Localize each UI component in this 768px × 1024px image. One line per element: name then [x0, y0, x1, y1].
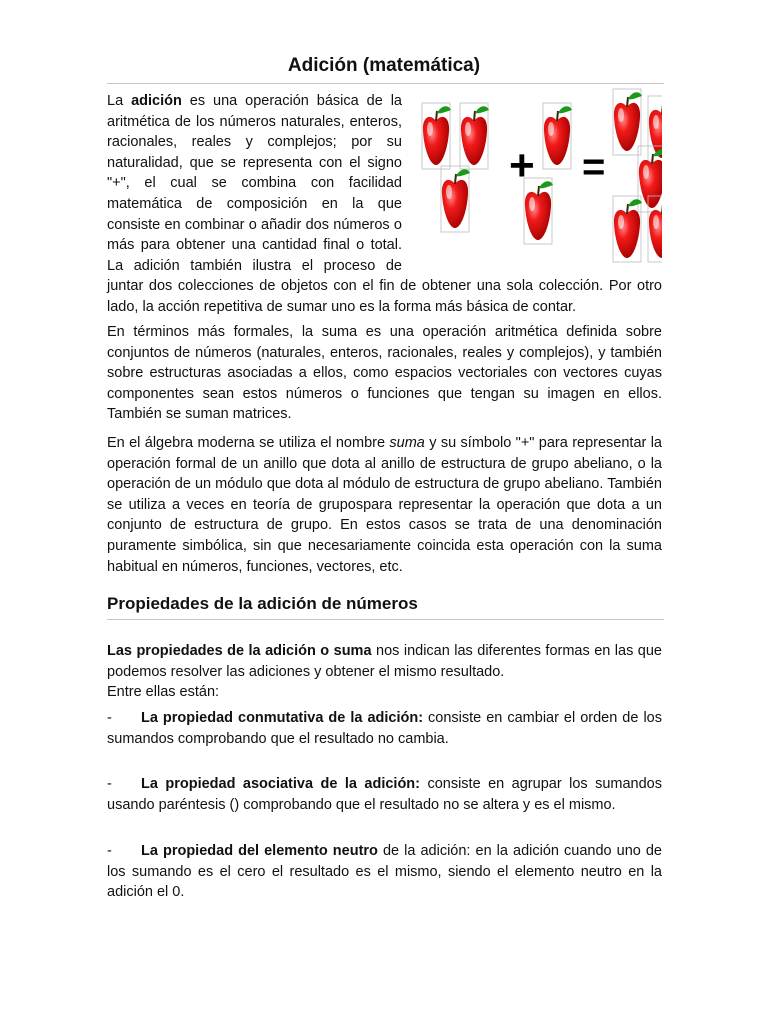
property-description: de la adición: en la adición cuando uno de los sumando es el cero el resultado es el mismo, siendo el elemento neutro en la adición el 0. — [107, 843, 663, 901]
property-name: La propiedad asociativa de la adición: — [141, 776, 420, 792]
apple-icon — [422, 103, 451, 169]
result-apple-group — [613, 89, 662, 262]
intro-keyword: adición — [131, 93, 182, 109]
apple-icon — [460, 103, 489, 169]
algebra-term-suma: suma — [389, 435, 425, 451]
property-description: consiste en cambiar el orden de los sumandos comprobando que el resultado no cambia. — [107, 710, 662, 747]
list-dash: - — [107, 843, 112, 859]
property-item-commutative — [107, 708, 662, 749]
list-dash: - — [107, 710, 112, 726]
apple-icon — [543, 103, 572, 169]
intro-paragraph — [107, 91, 662, 318]
properties-intro-bold: Las propiedades de la adición o suma — [107, 643, 372, 659]
left-apple-group — [422, 103, 489, 232]
property-name: La propiedad conmutativa de la adición: — [141, 710, 424, 726]
properties-intro-text: nos indican las diferentes formas en las que podemos resolver las adiciones y obtener el mismo resultado. — [107, 643, 662, 680]
properties-list-lead: Entre ellas están: — [107, 684, 220, 701]
section-divider — [107, 619, 664, 620]
plus-sign: + — [509, 141, 535, 190]
list-dash: - — [107, 776, 112, 792]
paragraph-formal-definition: En términos más formales, la suma es una operación aritmética definida sobre conjuntos de números (naturales, enteros, racionales, reales y complejos), y también sobre estructuras asociadas a ellos, como espacios vectoriales con vectores cuyas componentes sean estos números o funciones que tengan su imagen en ellos. También se suman matrices. — [107, 324, 662, 423]
properties-intro — [107, 641, 662, 703]
title-divider — [107, 83, 664, 84]
property-item-neutral-element — [107, 841, 662, 903]
property-name: La propiedad del elemento neutro — [141, 843, 378, 859]
intro-text-start: La — [107, 93, 132, 109]
intro-text-rest: es una operación básica de la aritmética de los números naturales, enteros, racionales, reales y complejos; por su naturalidad, que se representa con el signo "+", el cual se combina con facilidad matemática de composición en la que consiste en combinar o añadir dos números o más para obtener una cantidad final o total. La adición también ilustra el proceso de juntar dos colecciones de objetos con el fin de obtener una sola colección. Por otro lado, la acción repetitiva de sumar uno es la forma más básica de contar. — [107, 93, 662, 315]
section-heading: Propiedades de la adición de números — [107, 594, 418, 613]
paragraph-algebra — [107, 433, 662, 577]
equals-sign: = — [582, 145, 606, 189]
algebra-text-rest: y su símbolo "+" para representar la operación formal de un anillo que dota al anillo de estructura de grupo abeliano, o la operación de un módulo que dota al módulo de estructura de grupo abeliano. También se utiliza a veces en teoría de grupospara representar la operación que dota a un conjunto de estructura de grupo. En estos casos se trata de una denominación puramente simbólica, sin que necesariamente coincida esta operación con la suma habitual en números, funciones, vectores, etc. — [107, 435, 662, 575]
apple-icon — [613, 89, 642, 155]
algebra-text-start: En el álgebra moderna se utiliza el nombre — [107, 435, 390, 451]
page-title: Adición (matemática) — [287, 55, 481, 76]
property-item-associative — [107, 774, 662, 815]
apple-icon — [441, 166, 470, 232]
apple-addition-illustration — [412, 88, 662, 276]
property-description: consiste en agrupar los sumandos usando paréntesis () comprobando que el resultado no se altera y es el mismo. — [107, 776, 662, 813]
